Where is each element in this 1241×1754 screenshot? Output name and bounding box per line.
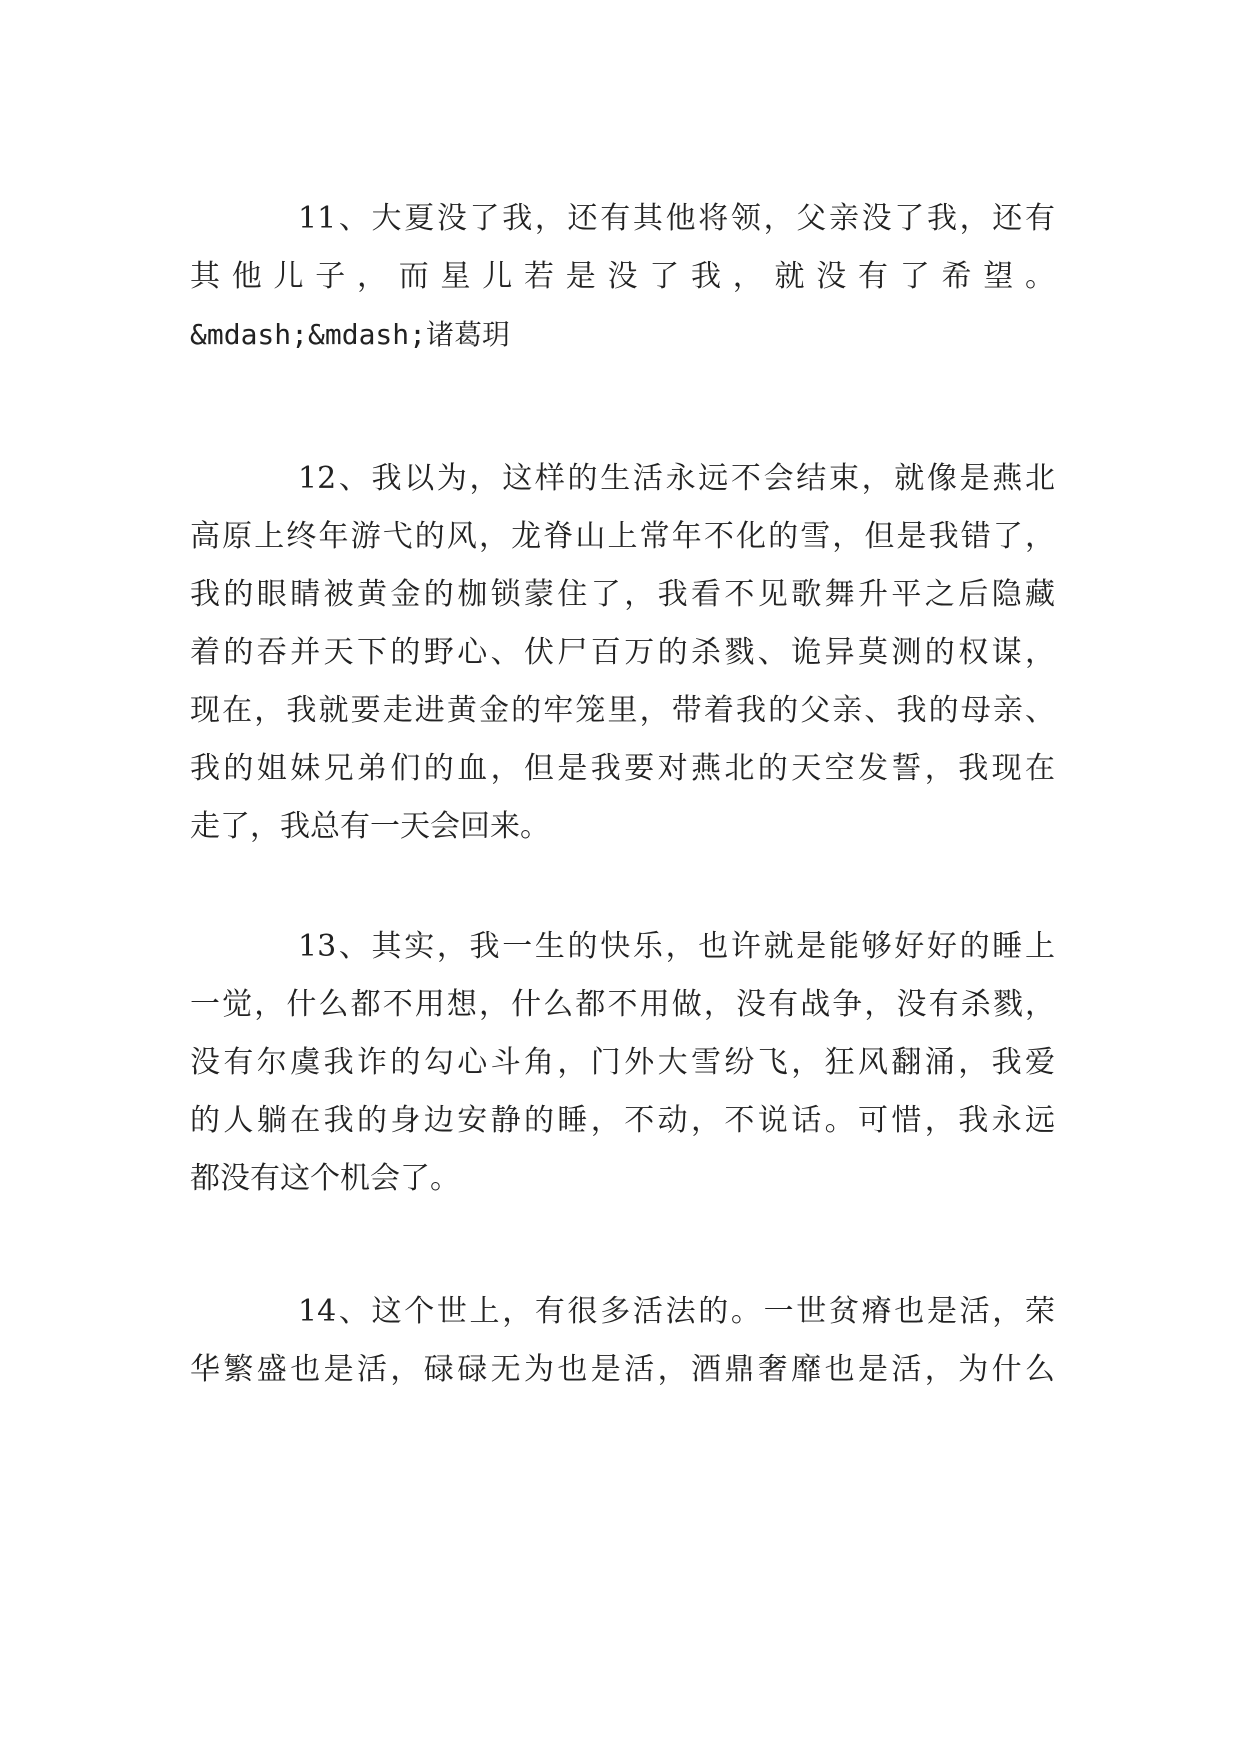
paragraph-line: 没有尔虞我诈的勾心斗角，门外大雪纷飞，狂风翻涌，我爱 [190,1045,1055,1080]
paragraph-line: 我的眼睛被黄金的枷锁蒙住了，我看不见歌舞升平之后隐藏 [190,577,1055,612]
paragraph-line: 着的吞并天下的野心、伏尸百万的杀戮、诡异莫测的权谋， [190,635,1055,670]
paragraph-line: 都没有这个机会了。 [190,1161,460,1196]
paragraph-line: 11、大夏没了我，还有其他将领，父亲没了我，还有 [298,201,1055,236]
paragraph-line: 一觉，什么都不用想，什么都不用做，没有战争，没有杀戮， [190,987,1055,1022]
paragraph-line: 华繁盛也是活，碌碌无为也是活，酒鼎奢靡也是活，为什么 [190,1352,1055,1387]
paragraph-14 [190,1283,1055,1399]
paragraph-line: 14、这个世上，有很多活法的。一世贫瘠也是活，荣 [298,1294,1055,1329]
paragraph-line: 高原上终年游弋的风，龙脊山上常年不化的雪，但是我错了， [190,519,1055,554]
paragraph-11 [190,190,1055,364]
paragraph-13 [190,918,1055,1208]
paragraph-line: 我的姐妹兄弟们的血，但是我要对燕北的天空发誓，我现在 [190,751,1055,786]
paragraph-12 [190,450,1055,856]
paragraph-line: 走了，我总有一天会回来。 [190,809,550,844]
paragraph-line: 13、其实，我一生的快乐，也许就是能够好好的睡上 [298,929,1055,964]
paragraph-line: 12、我以为，这样的生活永远不会结束，就像是燕北 [298,461,1055,496]
paragraph-line: 其他儿子，而星儿若是没了我，就没有了希望。 [190,259,1055,294]
paragraph-line: 现在，我就要走进黄金的牢笼里，带着我的父亲、我的母亲、 [190,693,1055,728]
paragraph-attribution: &mdash;&mdash;诸葛玥 [190,318,511,351]
paragraph-line: 的人躺在我的身边安静的睡，不动，不说话。可惜，我永远 [190,1103,1055,1138]
